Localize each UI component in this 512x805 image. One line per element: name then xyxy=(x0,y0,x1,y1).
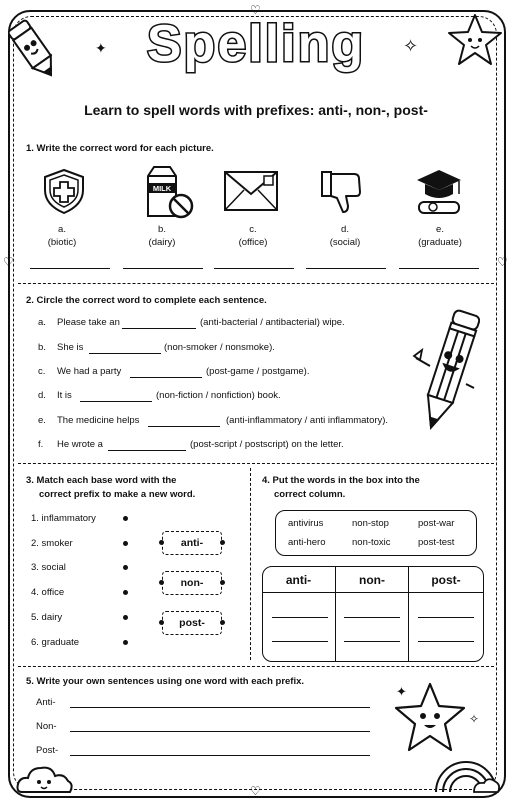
q1-word-c: (office) xyxy=(238,237,268,248)
page-title: Spelling xyxy=(146,15,366,73)
heart-icon: ♡ xyxy=(250,3,261,17)
q2-before-e: The medicine helps xyxy=(57,415,140,426)
box-word: non-toxic xyxy=(352,537,391,548)
column-header-anti: anti- xyxy=(285,573,312,587)
blank-line-e[interactable] xyxy=(148,426,220,427)
thumbs-down-icon xyxy=(318,166,368,216)
sparkle-icon: ✧ xyxy=(403,36,419,56)
section-divider xyxy=(18,666,494,667)
column-divider xyxy=(250,468,251,660)
q2-after-a: (anti-bacterial / antibacterial) wipe. xyxy=(200,317,345,328)
box-word: post-war xyxy=(418,518,455,529)
table-answer-line[interactable] xyxy=(344,617,400,618)
sparkle-icon: ✧ xyxy=(469,712,480,726)
q3-word-2: 2. smoker xyxy=(31,538,73,549)
sparkle-icon: ✦ xyxy=(95,40,107,56)
table-header-rule xyxy=(262,592,484,593)
answer-line-c[interactable] xyxy=(214,268,294,269)
q1-letter-e: e. xyxy=(436,224,444,235)
q2-letter-e: e. xyxy=(38,415,46,426)
q4-heading-1: 4. Put the words in the box into the xyxy=(262,475,420,486)
q5-label-non: Non- xyxy=(36,721,57,732)
box-word: non-stop xyxy=(352,518,389,529)
milk-carton-no-icon xyxy=(140,164,195,220)
match-dot[interactable] xyxy=(123,541,128,546)
q3-word-4: 4. office xyxy=(31,587,65,598)
table-answer-line[interactable] xyxy=(344,641,400,642)
box-word: post-test xyxy=(418,537,455,548)
q2-after-c: (post-game / postgame). xyxy=(206,366,310,377)
blank-line-b[interactable] xyxy=(89,353,161,354)
q1-word-a: (biotic) xyxy=(47,237,77,248)
prefix-box-post[interactable]: post- xyxy=(162,611,222,635)
q1-letter-b: b. xyxy=(158,224,166,235)
q3-word-5: 5. dairy xyxy=(31,612,63,623)
graduation-cap-icon xyxy=(411,164,467,220)
q3-word-3: 3. social xyxy=(31,562,66,573)
q2-before-f: He wrote a xyxy=(57,439,103,450)
blank-line-f[interactable] xyxy=(108,450,186,451)
q3-heading-2: correct prefix to make a new word. xyxy=(39,489,196,500)
q2-after-f: (post-script / postscript) on the letter. xyxy=(190,439,344,450)
cloud-mascot-icon xyxy=(14,760,76,796)
q2-letter-a: a. xyxy=(38,317,46,328)
envelope-icon xyxy=(222,168,280,214)
shield-cross-icon xyxy=(39,166,89,216)
milk-label: MILK xyxy=(152,184,172,193)
q2-heading: 2. Circle the correct word to complete each sentence. xyxy=(26,295,267,306)
section-divider xyxy=(18,283,494,284)
box-word: anti-hero xyxy=(288,537,326,548)
rainbow-icon xyxy=(430,752,502,794)
q2-letter-f: f. xyxy=(38,439,44,450)
match-dot[interactable] xyxy=(123,590,128,595)
q1-letter-a: a. xyxy=(58,224,66,235)
q1-heading: 1. Write the correct word for each picture. xyxy=(26,143,214,154)
q2-after-b: (non-smoker / nonsmoke). xyxy=(164,342,275,353)
q2-letter-c: c. xyxy=(38,366,46,377)
sparkle-icon: ✦ xyxy=(396,684,407,699)
section-divider xyxy=(18,463,494,464)
column-header-non: non- xyxy=(359,573,385,587)
page-subtitle: Learn to spell words with prefixes: anti-, non-, post- xyxy=(84,102,428,118)
q1-word-b: (dairy) xyxy=(148,237,176,248)
q5-label-anti: Anti- xyxy=(36,697,56,708)
answer-line-d[interactable] xyxy=(306,268,386,269)
table-answer-line[interactable] xyxy=(272,617,328,618)
match-dot[interactable] xyxy=(123,640,128,645)
blank-line-c[interactable] xyxy=(130,377,202,378)
answer-line-b[interactable] xyxy=(123,268,203,269)
column-header-post: post- xyxy=(431,573,461,587)
q2-before-c: We had a party xyxy=(57,366,122,377)
q5-heading: 5. Write your own sentences using one word with each prefix. xyxy=(26,676,305,687)
q1-word-d: (social) xyxy=(329,237,361,248)
q1-letter-d: d. xyxy=(341,224,349,235)
sentence-line-post[interactable] xyxy=(70,755,370,756)
q2-before-b: She is xyxy=(57,342,84,353)
q2-after-d: (non-fiction / nonfiction) book. xyxy=(156,390,281,401)
q2-before-a: Please take an xyxy=(57,317,120,328)
pencil-mascot-icon xyxy=(408,306,480,438)
table-answer-line[interactable] xyxy=(418,617,474,618)
box-word: antivirus xyxy=(288,518,324,529)
q3-heading-1: 3. Match each base word with the xyxy=(26,475,177,486)
word-box xyxy=(275,510,477,556)
match-dot[interactable] xyxy=(123,565,128,570)
q2-after-e: (anti-inflammatory / anti inflammatory). xyxy=(226,415,389,426)
q3-word-1: 1. inflammatory xyxy=(31,513,96,524)
blank-line-d[interactable] xyxy=(80,401,152,402)
heart-icon: ♡ xyxy=(497,255,508,269)
answer-line-e[interactable] xyxy=(399,268,479,269)
q4-heading-2: correct column. xyxy=(274,489,346,500)
q2-before-d: It is xyxy=(57,390,72,401)
answer-line-a[interactable] xyxy=(30,268,110,269)
blank-line-a[interactable] xyxy=(122,328,196,329)
q2-letter-b: b. xyxy=(38,342,46,353)
q3-word-6: 6. graduate xyxy=(31,637,80,648)
q1-letter-c: c. xyxy=(249,224,257,235)
sentence-line-anti[interactable] xyxy=(70,707,370,708)
sentence-line-non[interactable] xyxy=(70,731,370,732)
table-answer-line[interactable] xyxy=(418,641,474,642)
heart-icon: ♡ xyxy=(3,255,14,269)
table-answer-line[interactable] xyxy=(272,641,328,642)
heart-icon: ♡ xyxy=(250,784,261,798)
prefix-box-non[interactable]: non- xyxy=(162,571,222,595)
q2-letter-d: d. xyxy=(38,390,46,401)
prefix-box-anti[interactable]: anti- xyxy=(162,531,222,555)
match-dot[interactable] xyxy=(123,516,128,521)
match-dot[interactable] xyxy=(123,615,128,620)
q1-word-e: (graduate) xyxy=(418,237,462,248)
q5-label-post: Post- xyxy=(36,745,59,756)
